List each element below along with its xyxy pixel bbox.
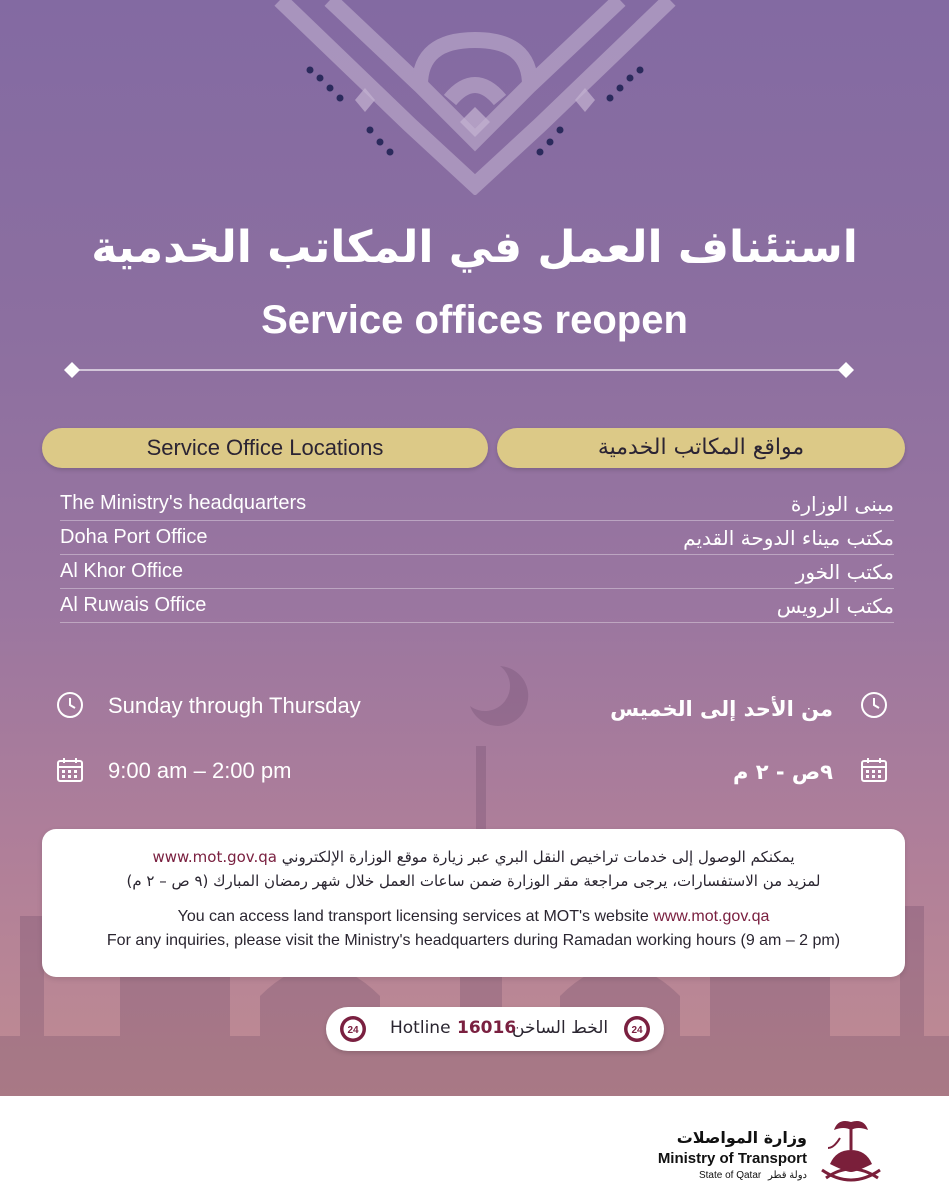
location-name-ar: مبنى الوزارة (790, 491, 894, 516)
state-name-ar: دولة قطر (768, 1170, 807, 1181)
working-days-ar: من الأحد إلى الخميس (610, 697, 833, 721)
notice-ar-line1 (42, 845, 905, 869)
location-name-ar: مكتب ميناء الدوحة القديم (683, 525, 894, 550)
locations-header-en: Service Office Locations (42, 428, 488, 468)
arabesque-ornament-icon (270, 0, 680, 195)
notice-en-line2: For any inquiries, please visit the Ministry's headquarters during Ramadan working hours (9 am – 2 pm) (106, 932, 841, 949)
hotline-badge-text: 24 (631, 1025, 643, 1036)
calendar-icon (56, 756, 84, 784)
working-days-en: Sunday through Thursday (108, 693, 361, 718)
clock-icon (860, 691, 888, 719)
title-divider (64, 362, 854, 378)
location-row (60, 487, 894, 521)
notice-en-text: You can access land transport licensing services at MOT's website (177, 908, 649, 925)
notice-card (42, 829, 905, 977)
working-hours-ar: ٩ص - ٢ م (733, 760, 833, 784)
working-hours-en: 9:00 am – 2:00 pm (108, 758, 292, 783)
qatar-emblem-icon (816, 1108, 886, 1184)
hotline-24-icon (622, 1014, 652, 1044)
hotline-pill[interactable] (326, 1007, 664, 1051)
ministry-name-ar: وزارة المواصلات (676, 1128, 807, 1147)
website-link-en[interactable]: www.mot.gov.qa (653, 908, 770, 925)
hotline-label-ar: الخط الساخن (512, 1018, 609, 1038)
notice-en-line1 (42, 905, 905, 929)
notice-ar-text: يمكنكم الوصول إلى خدمات تراخيص النقل البري عبر زيارة موقع الوزارة الإلكتروني (281, 848, 795, 866)
state-name-en: State of Qatar (698, 1170, 762, 1181)
state-line (699, 1170, 807, 1181)
notice-ar-line2: لمزيد من الاستفسارات، يرجى مراجعة مقر الوزارة ضمن ساعات العمل خلال شهر رمضان المبارك (٩ ص – ٢ م) (126, 872, 821, 890)
location-row (60, 521, 894, 555)
calendar-icon (860, 756, 888, 784)
hotline-24-icon (338, 1014, 368, 1044)
hotline-number[interactable]: 16016 (457, 1018, 517, 1038)
footer (0, 1096, 949, 1200)
location-row (60, 589, 894, 623)
title-arabic: استئناف العمل في المكاتب الخدمية (91, 222, 858, 273)
hotline-label-en: Hotline (390, 1018, 451, 1038)
location-name-en: Al Khor Office (60, 560, 184, 582)
locations-header-ar: مواقع المكاتب الخدمية (497, 428, 905, 468)
ministry-name-en: Ministry of Transport (657, 1150, 807, 1167)
location-name-ar: مكتب الخور (795, 559, 894, 584)
hotline-badge-text: 24 (347, 1025, 359, 1036)
location-name-ar: مكتب الرويس (776, 593, 894, 618)
title-english: Service offices reopen (261, 298, 688, 342)
location-row (60, 555, 894, 589)
website-link-ar[interactable]: www.mot.gov.qa (152, 848, 277, 866)
location-name-en: The Ministry's headquarters (60, 492, 307, 514)
location-name-en: Al Ruwais Office (60, 594, 207, 616)
clock-icon (56, 691, 84, 719)
location-name-en: Doha Port Office (60, 526, 208, 548)
locations-list (60, 487, 894, 623)
